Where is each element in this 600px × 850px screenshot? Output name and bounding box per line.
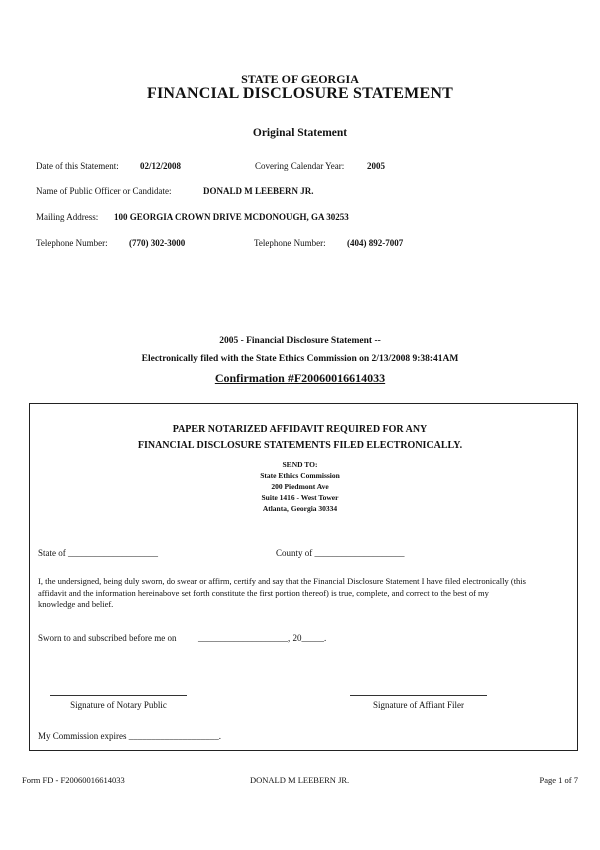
phone2-value: (404) 892-7007 [347, 238, 404, 248]
address-label: Mailing Address: [36, 212, 99, 222]
statement-type: Original Statement [252, 127, 348, 139]
address-value: 100 GEORGIA CROWN DRIVE MCDONOUGH, GA 30253 [114, 212, 349, 222]
county-of-field: County of ____________________ [276, 548, 405, 558]
send-to-label: SEND TO: [282, 460, 318, 469]
date-value: 02/12/2008 [140, 161, 182, 171]
affidavit-heading2: FINANCIAL DISCLOSURE STATEMENTS FILED ELECTRONICALLY. [137, 440, 463, 451]
sworn-label: Sworn to and subscribed before me on [38, 633, 177, 643]
send-address-1: State Ethics Commission [260, 471, 340, 480]
footer-name: DONALD M LEEBERN JR. [250, 775, 350, 785]
name-value: DONALD M LEEBERN JR. [203, 186, 314, 196]
phone2-label: Telephone Number: [254, 238, 326, 248]
phone1-value: (770) 302-3000 [129, 238, 186, 248]
date-label: Date of this Statement: [36, 161, 119, 171]
year-label: Covering Calendar Year: [255, 161, 345, 171]
footer-form-id: Form FD - F20060016614033 [22, 775, 125, 785]
footer-page: Page 1 of 7 [539, 775, 578, 785]
send-address-2: 200 Piedmont Ave [271, 482, 329, 491]
send-address-3: Suite 1416 - West Tower [261, 493, 339, 502]
name-label: Name of Public Officer or Candidate: [36, 186, 172, 196]
state-heading: STATE OF GEORGIA [241, 72, 359, 86]
filing-line1: 2005 - Financial Disclosure Statement -- [219, 336, 381, 346]
confirmation-number: Confirmation #F20060016614033 [214, 371, 386, 385]
filing-line2: Electronically filed with the State Ethics Commission on 2/13/2008 9:38:41AM [141, 354, 459, 364]
notary-signature-line [50, 695, 187, 696]
send-address-4: Atlanta, Georgia 30334 [262, 504, 338, 513]
notary-signature-label: Signature of Notary Public [70, 700, 167, 710]
oath-paragraph: I, the undersigned, being duly sworn, do swear or affirm, certify and say that the Financial Disclosure Statement I have filed electronically (this affidavit and the information hereinabove set forth constitute the first portion thereof) is true, complete, and correct to the best of my knowledge and belief. [38, 576, 526, 609]
phone1-label: Telephone Number: [36, 238, 108, 248]
year-value: 2005 [367, 161, 385, 171]
affiant-signature-label: Signature of Affiant Filer [372, 700, 465, 710]
affidavit-heading1: PAPER NOTARIZED AFFIDAVIT REQUIRED FOR ANY [172, 424, 428, 435]
commission-expires: My Commission expires ____________________. [38, 731, 222, 741]
document-title: FINANCIAL DISCLOSURE STATEMENT [147, 85, 453, 102]
sworn-date-blank: ____________________, 20_____. [198, 633, 327, 643]
state-of-field: State of ____________________ [38, 548, 158, 558]
affiant-signature-line [350, 695, 487, 696]
